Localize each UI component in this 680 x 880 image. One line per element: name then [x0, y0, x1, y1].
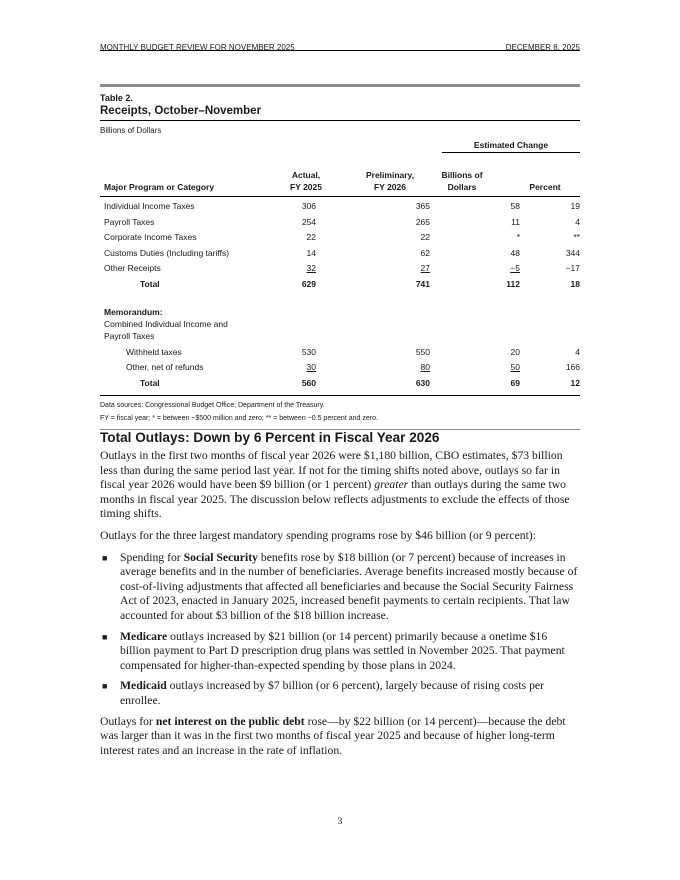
- percent-value: 12: [570, 377, 580, 388]
- paragraph: [100, 715, 580, 759]
- list-item: [100, 551, 580, 624]
- billions-value: 69: [510, 377, 520, 388]
- square-bullet-icon: ■: [102, 552, 108, 563]
- row-label: Other Receipts: [104, 263, 161, 274]
- memorandum-heading: Memorandum:: [104, 306, 163, 317]
- billions-value: [470, 362, 520, 372]
- table-total-row: [100, 277, 580, 293]
- total-label: Total: [140, 278, 160, 289]
- memorandum-line1: Combined Individual Income and: [104, 318, 228, 329]
- billions-header-line2: Dollars: [447, 182, 477, 192]
- prelim-value: 550: [415, 346, 430, 357]
- bold-text: net interest on the public debt: [155, 714, 305, 728]
- paragraph-text: than outlays during the same two months in fiscal year 2025. The discussion below reflects adjustments to exclude the effects of those timing shifts.: [100, 478, 570, 521]
- receipts-table: [100, 84, 580, 430]
- prelim-header-line2: FY 2026: [374, 182, 406, 192]
- prelim-value: [380, 362, 430, 372]
- bullet-bold-text: Medicare: [120, 629, 168, 643]
- memorandum: [100, 306, 580, 342]
- actual-value: 306: [301, 201, 316, 211]
- running-header-left: MONTHLY BUDGET REVIEW FOR NOVEMBER 2025: [100, 43, 295, 52]
- actual-column-header: [276, 169, 336, 193]
- prelim-header-line1: Preliminary,: [365, 170, 415, 180]
- paragraph: Outlays for the three largest mandatory spending programs rose by $46 billion (or 9 percent):: [100, 528, 537, 542]
- table-top-bar: [100, 84, 580, 87]
- actual-header-line1: Actual,: [291, 170, 321, 180]
- actual-value: 22: [306, 232, 316, 243]
- percent-value: 4: [575, 216, 580, 227]
- table-row: [100, 199, 580, 215]
- row-label: Withheld taxes: [126, 346, 182, 357]
- memorandum-total-row: [100, 376, 580, 392]
- table-row: [100, 230, 580, 246]
- square-bullet-icon: ■: [102, 681, 108, 692]
- row-label: Payroll Taxes: [104, 216, 155, 227]
- prelim-value: 62: [420, 247, 430, 258]
- percent-value: 166: [565, 362, 580, 373]
- actual-value: 14: [306, 247, 316, 258]
- bullet-text: benefits rose by $18 billion (or 7 percent) because of increases in average benefits and in the number of beneficiaries. Average benefits increased mostly because of cost-of-living adjustments that affected all beneficiaries and because the Social Security Fairness Act of 2023, enacted in January 2025, increased benefit payments to certain recipients. That law accounted for about $3 billion of the $18 billion increase.: [120, 550, 578, 622]
- percent-value: 18: [570, 278, 580, 289]
- table-units: Billions of Dollars: [100, 126, 162, 135]
- billions-value: *: [516, 232, 520, 243]
- paragraph-text: Outlays in the first two months of fiscal year 2026 were $1,180 billion, CBO estimates, $73 billion less than during the same period last year. If not for the timing shifts noted above, outlays so far in fiscal year 2026 would have been $9 billion (or 1 percent): [100, 449, 563, 492]
- actual-value-text: 32: [306, 263, 316, 274]
- billions-value: 58: [510, 201, 520, 211]
- preliminary-column-header: [350, 169, 430, 193]
- data-sources-note: Data sources: Congressional Budget Office; Department of the Treasury.: [100, 402, 325, 410]
- list-item: [100, 630, 580, 674]
- table-label: Table 2.: [100, 93, 133, 103]
- percent-value: 19: [570, 201, 580, 211]
- percent-value: 344: [565, 247, 580, 258]
- bullet-list: [100, 551, 580, 709]
- row-label: Individual Income Taxes: [104, 201, 195, 211]
- billions-value: [470, 263, 520, 273]
- table-row: [100, 261, 580, 277]
- billions-value-text: −5: [510, 263, 520, 274]
- prelim-value: [380, 263, 430, 273]
- table-column-headers: [100, 138, 580, 197]
- paragraph-text: Outlays for: [100, 714, 156, 728]
- prelim-value: 741: [415, 278, 430, 289]
- actual-value: 254: [301, 216, 316, 227]
- row-label: Corporate Income Taxes: [104, 232, 197, 243]
- definitions-note: FY = fiscal year; * = between −$500 million and zero; ** = between −0.5 percent and zero.: [100, 415, 378, 423]
- actual-value: [266, 362, 316, 372]
- prelim-value: 630: [415, 377, 430, 388]
- paragraph-text: rose—by $22 billion (or 14 percent)—because the debt was larger than it was in the first two months of fiscal year 2025 and because of higher long-term interest rates and an increase in the rate of inflation.: [100, 714, 566, 757]
- billions-value: 11: [511, 216, 520, 227]
- percent-value: 4: [575, 346, 580, 357]
- row-label: Other, net of refunds: [126, 362, 204, 373]
- percent-header-line: Percent: [529, 182, 561, 192]
- billions-header-line1: Billions of: [441, 170, 483, 180]
- total-outlays-section: [100, 430, 580, 765]
- actual-value-text: 30: [306, 362, 316, 373]
- actual-header-line2: FY 2025: [290, 182, 322, 192]
- table-title: Receipts, October–November: [100, 105, 580, 121]
- table-row: [100, 246, 580, 262]
- prelim-value-text: 80: [420, 362, 430, 373]
- prelim-value-text: 27: [420, 263, 430, 274]
- estimated-change-header: Estimated Change: [442, 140, 580, 153]
- bullet-bold-text: Social Security: [183, 550, 258, 564]
- paragraph: [100, 449, 580, 522]
- emphasis-text: greater: [374, 478, 409, 492]
- percent-value: −17: [565, 263, 580, 274]
- actual-value: 560: [301, 377, 316, 388]
- prelim-value: 22: [420, 232, 430, 243]
- page-number: 3: [337, 817, 343, 827]
- square-bullet-icon: ■: [102, 631, 108, 642]
- table-row: [100, 345, 580, 361]
- actual-value: 629: [301, 278, 316, 289]
- billions-value: 20: [510, 346, 520, 357]
- memorandum-line2: Payroll Taxes: [104, 330, 155, 341]
- prelim-value: 365: [415, 201, 430, 211]
- table-notes: [100, 395, 580, 425]
- prelim-value: 265: [415, 216, 430, 227]
- table-row: [100, 215, 580, 231]
- billions-value: 48: [510, 247, 520, 258]
- bullet-text: outlays increased by $7 billion (or 6 percent), largely because of rising costs per enrollee.: [120, 679, 544, 707]
- header-rule: [100, 50, 580, 51]
- percent-column-header: [520, 181, 570, 193]
- table-row: [100, 360, 580, 376]
- billions-value-text: 50: [510, 362, 520, 373]
- bullet-text: Spending for: [120, 550, 184, 564]
- actual-value: 530: [301, 346, 316, 357]
- percent-value: **: [573, 232, 580, 243]
- bullet-text: outlays increased by $21 billion (or 14 percent) primarily because a onetime $16 billion payment to Part D prescription drug plans was settled in November 2025. That payment compensated for higher-than-expected spending by those plans in 2024.: [120, 629, 565, 672]
- bullet-bold-text: Medicaid: [120, 679, 167, 693]
- running-header-right: DECEMBER 8, 2025: [505, 43, 580, 52]
- list-item: [100, 679, 580, 708]
- total-label: Total: [140, 377, 160, 388]
- billions-column-header: [432, 169, 492, 193]
- billions-value: 112: [506, 278, 520, 289]
- row-label: Customs Duties (Including tariffs): [104, 247, 230, 258]
- section-heading: Total Outlays: Down by 6 Percent in Fiscal Year 2026: [100, 430, 440, 445]
- category-column-header: Major Program or Category: [104, 182, 215, 192]
- actual-value: [266, 263, 316, 273]
